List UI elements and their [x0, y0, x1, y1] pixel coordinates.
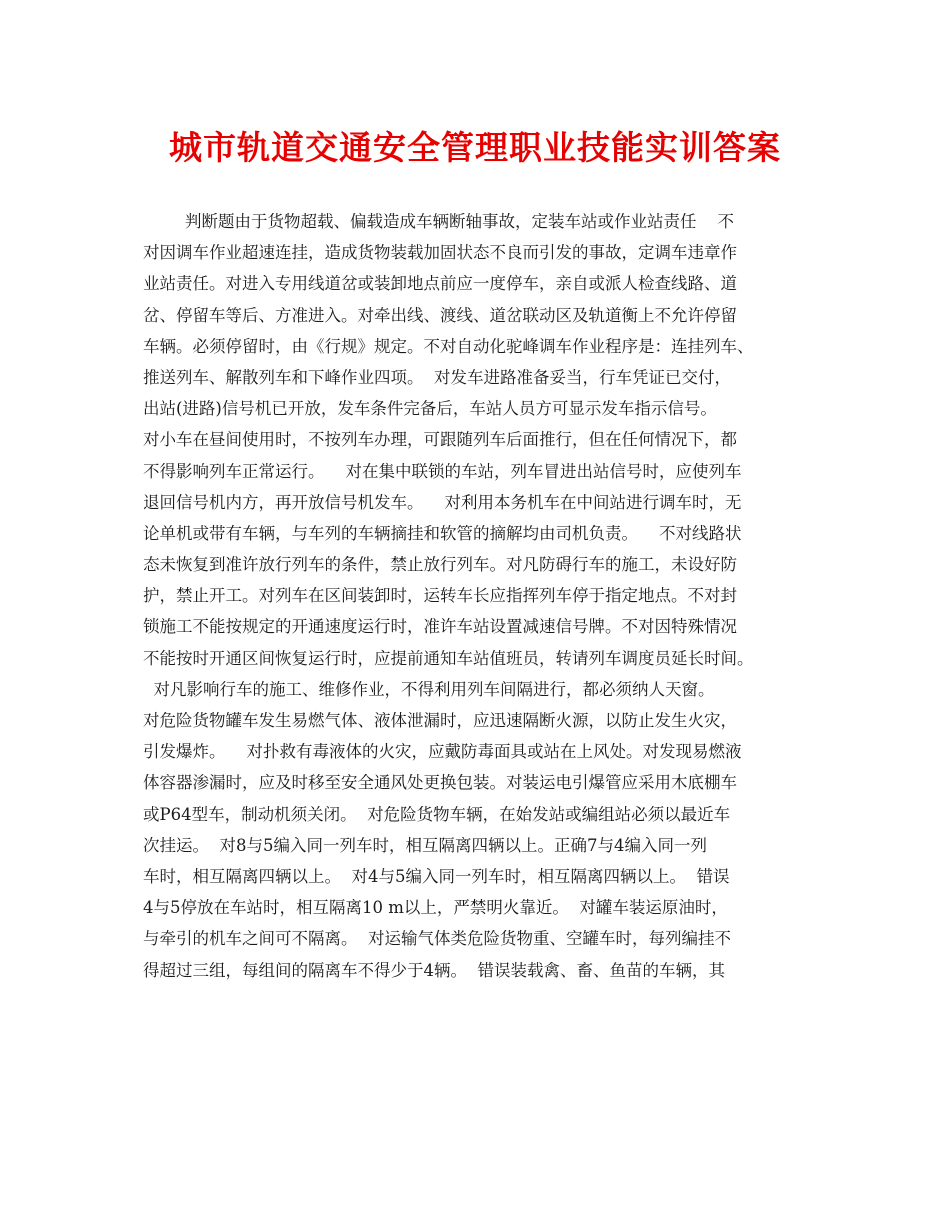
body-line: 出站(进路)信号机已开放，发车条件完备后，车站人员方可显示发车指示信号。	[143, 399, 717, 419]
body-line: 次挂运。 对8与5编入同一列车时，相互隔离四辆以上。正确7与4编入同一列	[143, 835, 707, 855]
body-line: 对因调车作业超速连挂，造成货物装载加固状态不良而引发的事故，定调车违章作	[143, 243, 737, 263]
body-line: 或P64型车，制动机须关闭。 对危险货物车辆，在始发站或编组站必须以最近车	[143, 804, 731, 824]
body-line: 与牵引的机车之间可不隔离。 对运输气体类危险货物重、空罐车时，每列编挂不	[143, 929, 731, 949]
body-line: 锁施工不能按规定的开通速度运行时，准许车站设置减速信号牌。不对因特殊情况	[143, 617, 737, 637]
body-line: 岔、停留车等后、方准进入。对牵出线、渡线、道岔联动区及轨道衡上不允许停留	[143, 305, 737, 325]
body-line: 退回信号机内方，再开放信号机发车。 对利用本务机车在中间站进行调车时，无	[143, 492, 742, 512]
body-line: 车时，相互隔离四辆以上。 对4与5编入同一列车时，相互隔离四辆以上。 错误	[143, 866, 730, 886]
body-line: 对凡影响行车的施工、维修作业，不得利用列车间隔进行，都必须纳人天窗。	[143, 679, 715, 699]
body-line: 态未恢复到准许放行列车的条件，禁止放行列车。对凡防碍行车的施工，未设好防	[143, 555, 737, 575]
body-line: 体容器渗漏时，应及时移至安全通风处更换包装。对装运电引爆管应采用木底棚车	[143, 773, 737, 793]
body-line: 护，禁止开工。对列车在区间装卸时，运转车长应指挥列车停于指定地点。不对封	[143, 586, 737, 606]
body-line: 不能按时开通区间恢复运行时，应提前通知车站值班员，转请列车调度员延长时间。	[143, 648, 754, 668]
body-line: 判断题由于货物超载、偏载造成车辆断轴事故，定装车站或作业站责任 不	[143, 212, 734, 231]
body-line: 对危险货物罐车发生易燃气体、液体泄漏时，应迅速隔断火源，以防止发生火灾，	[143, 711, 737, 730]
body-line: 4与5停放在车站时，相互隔离10 m以上，严禁明火靠近。 对罐车装运原油时，	[143, 898, 728, 918]
body-line: 得超过三组，每组间的隔离车不得少于4辆。 错误装载禽、畜、鱼苗的车辆，其	[143, 960, 725, 980]
body-line: 对小车在昼间使用时，不按列车办理，可跟随列车后面推行，但在任何情况下，都	[143, 430, 737, 450]
body-line: 不得影响列车正常运行。 对在集中联锁的车站，列车冒进出站信号时，应使列车	[143, 461, 742, 481]
document-body	[143, 206, 833, 986]
body-line: 论单机或带有车辆，与车列的车辆摘挂和软管的摘解均由司机负责。 不对线路状	[143, 523, 742, 543]
document-title: 城市轨道交通安全管理职业技能实训答案	[169, 128, 781, 167]
body-line: 推送列车、解散列车和下峰作业四项。 对发车进路准备妥当，行车凭证已交付，	[143, 367, 731, 387]
body-line: 车辆。必须停留时，由《行规》规定。不对自动化驼峰调车作业程序是：连挂列车、	[143, 336, 754, 356]
body-line: 引发爆炸。 对扑救有毒液体的火灾，应戴防毒面具或站在上风处。对发现易燃液	[143, 742, 742, 762]
body-line: 业站责任。对进入专用线道岔或装卸地点前应一度停车，亲自或派人检查线路、道	[143, 274, 737, 294]
